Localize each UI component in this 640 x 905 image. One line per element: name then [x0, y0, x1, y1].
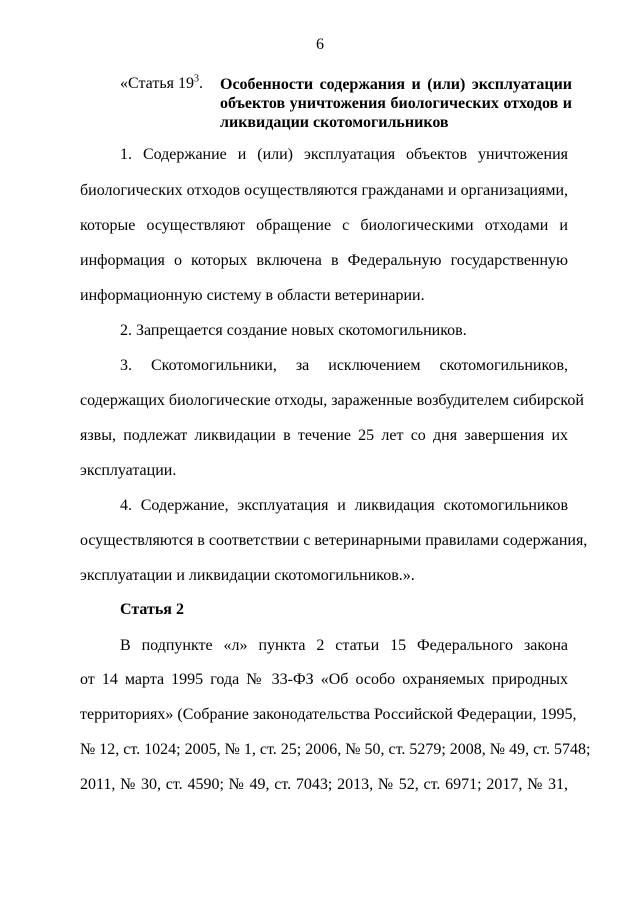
- article-label-suffix: .: [198, 75, 203, 92]
- text-line: информационную систему в области ветеринарии.: [80, 287, 425, 304]
- page-number: 6: [316, 36, 324, 53]
- text-line: от 14 марта 1995 года № 33-ФЗ «Об особо охраняемых природных: [80, 671, 568, 688]
- text-line: язвы, подлежат ликвидации в течение 25 лет со дня завершения их: [80, 427, 568, 444]
- article-label: [120, 75, 203, 93]
- text-line: 4. Содержание, эксплуатация и ликвидация скотомогильников: [120, 497, 568, 514]
- text-line: эксплуатации и ликвидации скотомогильников.».: [80, 567, 415, 584]
- text-line: территориях» (Собрание законодательства Российской Федерации, 1995,: [80, 706, 577, 723]
- text-line: осуществляются в соответствии с ветеринарными правилами содержания,: [80, 532, 588, 549]
- text-line: В подпункте «л» пункта 2 статьи 15 Федерального закона: [120, 637, 568, 654]
- section-heading: Статья 2: [120, 601, 184, 618]
- text-line: 2. Запрещается создание новых скотомогильников.: [120, 322, 467, 339]
- text-line: 3. Скотомогильники, за исключением скотомогильников,: [120, 357, 568, 374]
- article-label-prefix: «Статья 19: [120, 75, 194, 92]
- text-line: биологических отходов осуществляются гражданами и организациями,: [80, 182, 568, 199]
- text-line: информация о которых включена в Федеральную государственную: [80, 252, 568, 269]
- text-line: которые осуществляют обращение с биологическими отходами и: [80, 217, 568, 234]
- text-line: 2011, № 30, ст. 4590; № 49, ст. 7043; 2013, № 52, ст. 6971; 2017, № 31,: [80, 776, 568, 793]
- text-line: эксплуатации.: [80, 462, 177, 479]
- text-line: содержащих биологические отходы, зараженные возбудителем сибирской: [80, 392, 584, 409]
- text-line: 1. Содержание и (или) эксплуатация объектов уничтожения: [120, 146, 568, 163]
- article-label-superscript: 3: [193, 73, 199, 85]
- article-title: Особенности содержания и (или) эксплуатации объектов уничтожения биологических отходов и ликвидации скотомогильников: [220, 76, 572, 131]
- text-line: № 12, ст. 1024; 2005, № 1, ст. 25; 2006, № 50, ст. 5279; 2008, № 49, ст. 5748;: [80, 741, 591, 758]
